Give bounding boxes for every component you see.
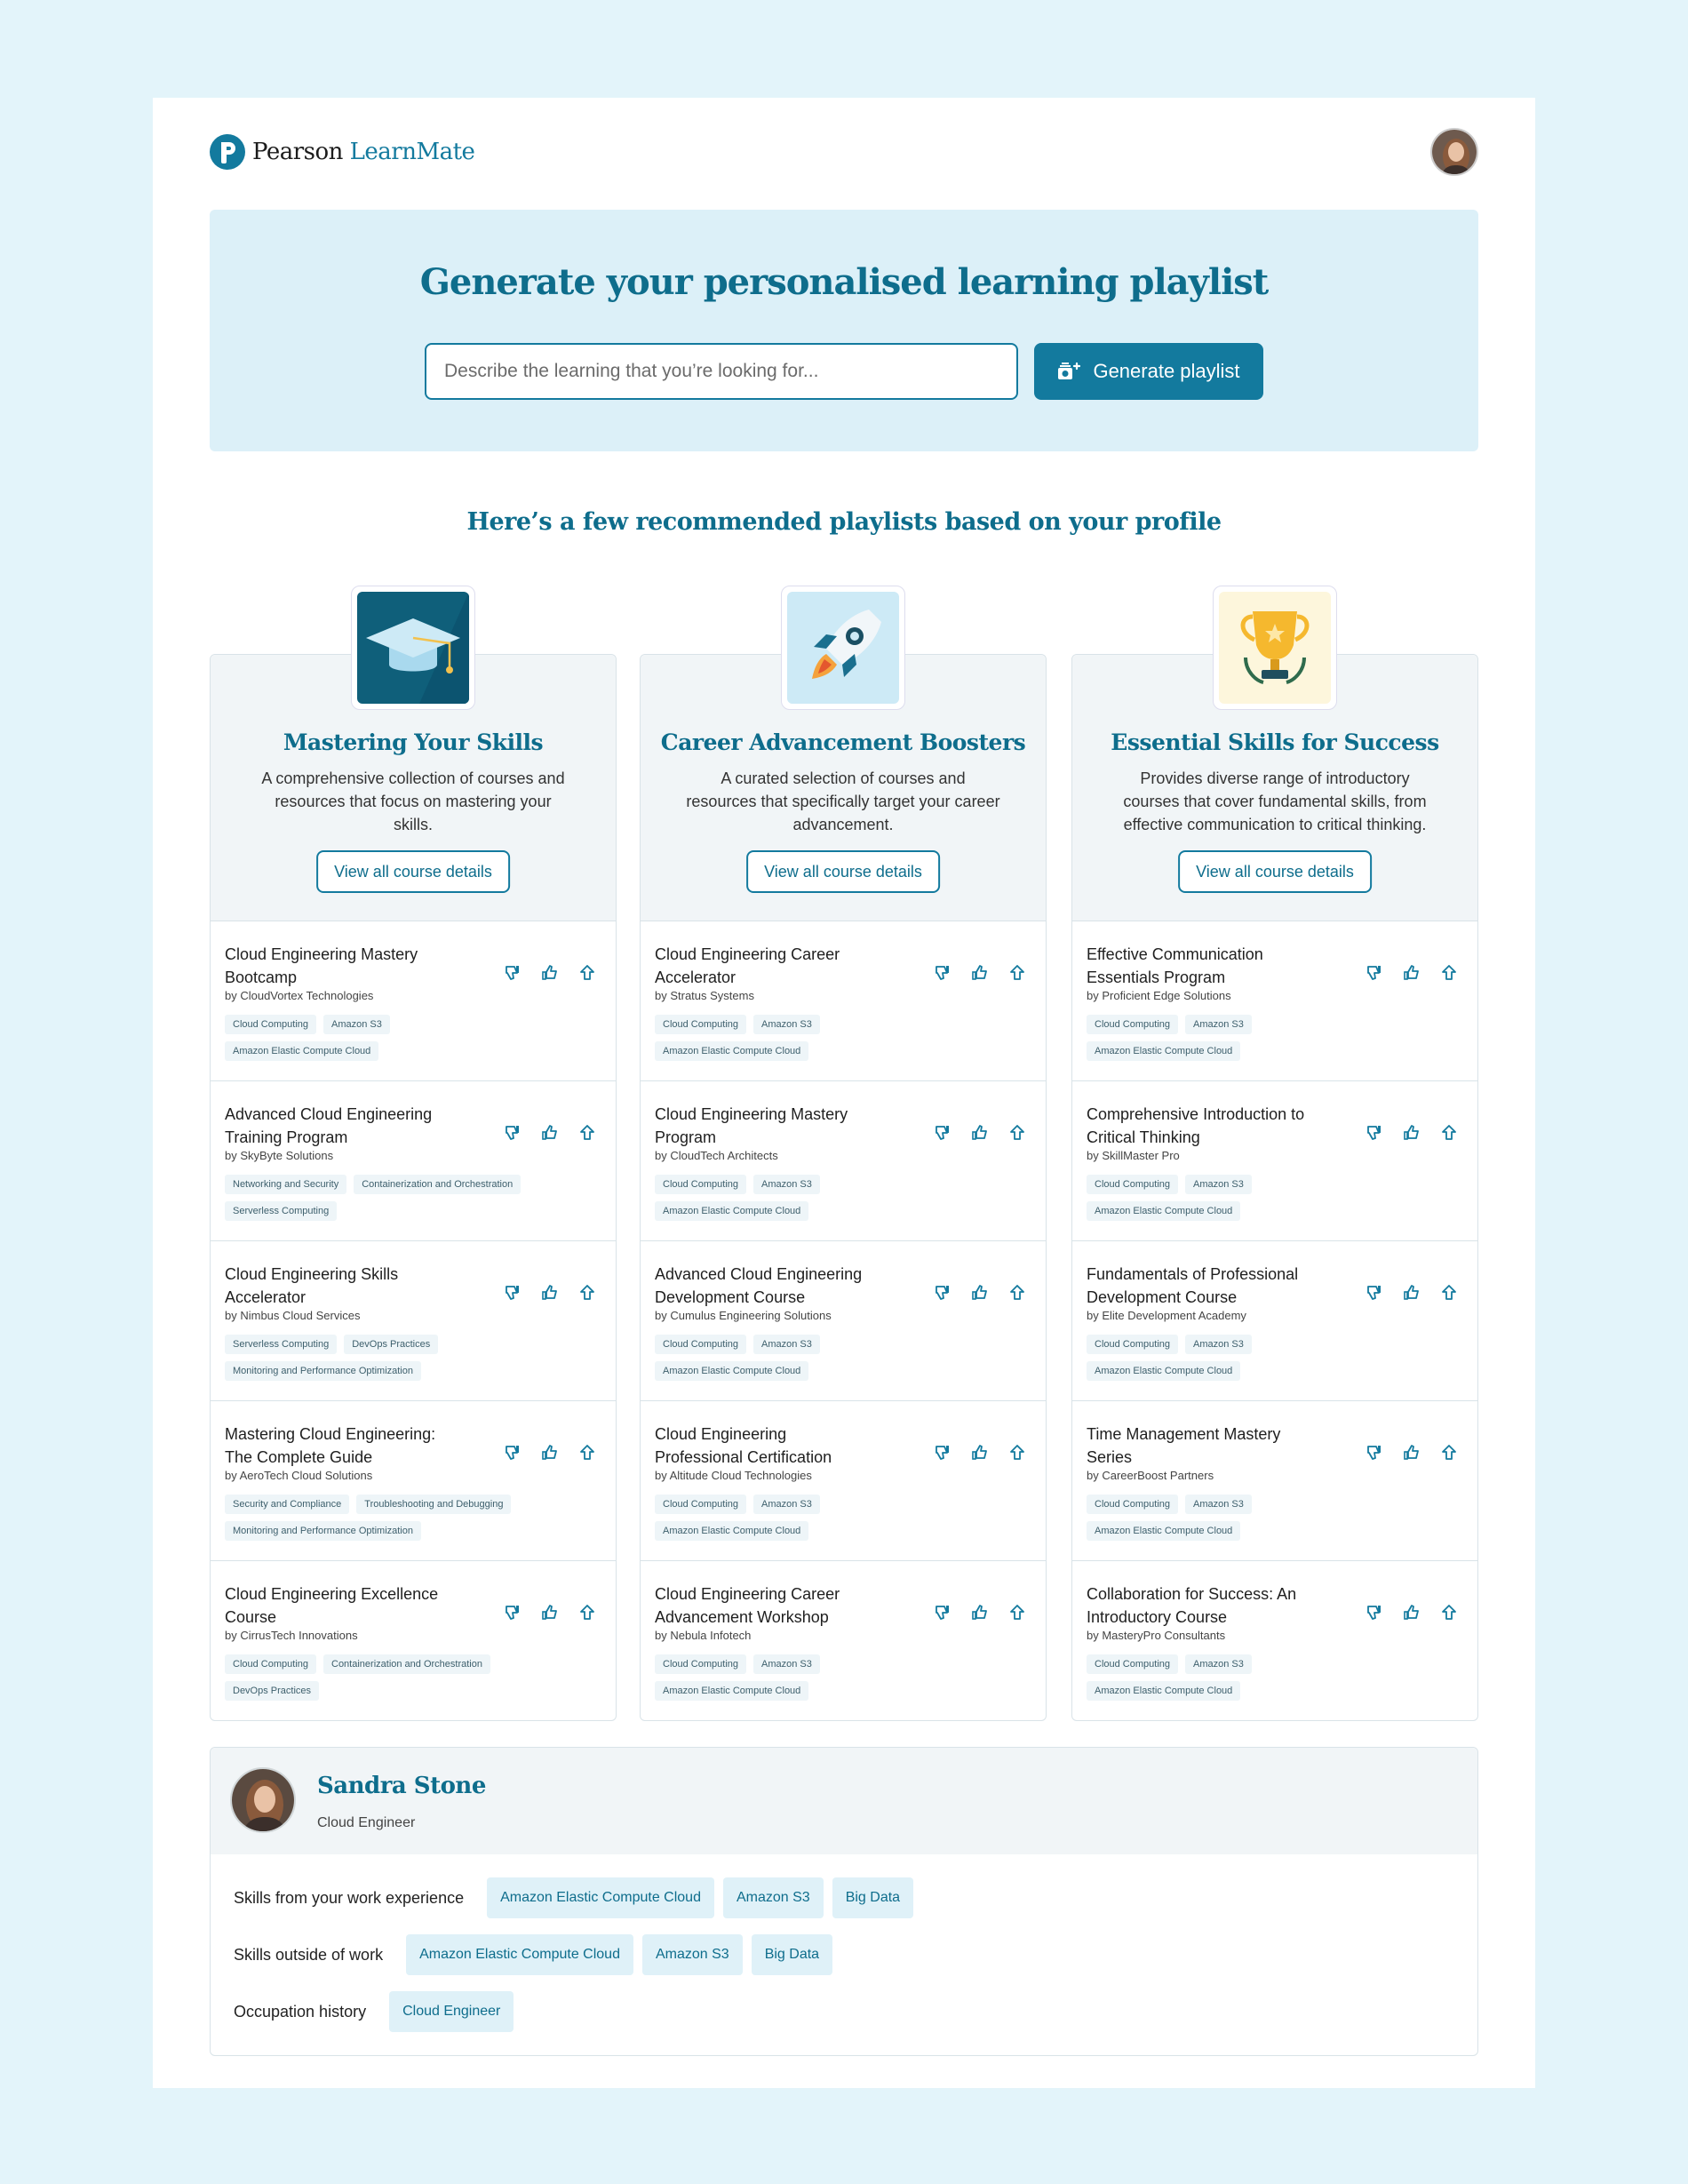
course-title[interactable]: Collaboration for Success: An Introductory Course [1087,1585,1297,1626]
skill-tag: Amazon Elastic Compute Cloud [1087,1361,1240,1381]
playlist-header [1072,655,1477,921]
skill-tag: Cloud Computing [1087,1015,1178,1034]
thumbs-down-icon [504,964,522,982]
share-button[interactable] [1008,1604,1026,1622]
course-item[interactable] [211,1401,616,1561]
dislike-button[interactable] [1366,1444,1383,1462]
recommended-title: Here’s a few recommended playlists based on your profile [466,508,1222,536]
thumbs-down-icon [1366,1444,1383,1462]
skill-tag: Amazon S3 [753,1015,820,1034]
course-tags [655,1335,975,1381]
work-skills-row [234,1877,913,1918]
skill-tag: Amazon S3 [1185,1335,1252,1354]
thumbs-up-icon [541,1284,559,1302]
skill-tag: Cloud Computing [655,1015,746,1034]
share-button[interactable] [1008,1444,1026,1462]
course-title[interactable]: Mastering Cloud Engineering: The Complete Guide [225,1425,436,1466]
playlist-thumbnail [351,586,475,710]
course-actions [934,964,1026,982]
playlist-description: A curated selection of courses and resources that specifically target your career advancement. [686,769,1000,833]
playlist-card [640,654,1047,1721]
trophy-icon [1219,592,1331,704]
course-title[interactable]: Cloud Engineering Excellence Course [225,1585,439,1626]
thumbs-up-icon [541,964,559,982]
skill-tag: Serverless Computing [225,1201,337,1221]
share-button[interactable] [578,1124,596,1142]
thumbs-up-icon [1403,964,1421,982]
course-tags [655,1654,975,1701]
skill-tag: Amazon S3 [753,1175,820,1194]
playlist-description: Provides diverse range of introductory courses that cover fundamental skills, from effective communication to critical thinking. [1123,769,1427,833]
course-item[interactable] [1072,921,1477,1081]
thumbs-up-icon [541,1444,559,1462]
logo-word-pearson: Pearson [252,139,343,165]
course-actions [504,1284,596,1302]
skill-tag: Amazon Elastic Compute Cloud [225,1041,378,1061]
course-item[interactable] [1072,1401,1477,1561]
like-button[interactable] [541,964,559,982]
skill-tag: Security and Compliance [225,1495,349,1514]
skill-tag: Cloud Computing [1087,1495,1178,1514]
course-provider: by Cumulus Engineering Solutions [655,1309,832,1322]
skill-tag: Cloud Computing [1087,1175,1178,1194]
thumbs-down-icon [1366,1604,1383,1622]
course-tags [655,1175,975,1221]
skill-tag: Amazon Elastic Compute Cloud [1087,1521,1240,1541]
like-button[interactable] [1403,1284,1421,1302]
course-provider: by Nimbus Cloud Services [225,1309,361,1322]
dislike-button[interactable] [504,1604,522,1622]
share-button[interactable] [578,964,596,982]
playlist-card [1071,654,1478,1721]
thumbs-down-icon [934,1444,951,1462]
share-button[interactable] [1008,964,1026,982]
course-title[interactable]: Cloud Engineering Mastery Program [655,1105,848,1146]
course-list [211,921,616,1720]
course-provider: by Nebula Infotech [655,1629,752,1642]
thumbs-down-icon [1366,1124,1383,1142]
dislike-button[interactable] [934,1444,951,1462]
thumbs-down-icon [504,1444,522,1462]
dislike-button[interactable] [934,964,951,982]
course-tags [1087,1495,1406,1541]
share-button[interactable] [1440,1124,1458,1142]
dislike-button[interactable] [1366,964,1383,982]
course-provider: by Stratus Systems [655,989,754,1002]
course-tags [1087,1335,1406,1381]
course-tags [225,1175,545,1221]
course-item[interactable] [641,1081,1046,1241]
course-item[interactable] [641,1241,1046,1401]
course-actions [1366,1284,1458,1302]
share-arrow-icon [1440,1124,1458,1142]
skill-tag: Amazon Elastic Compute Cloud [655,1521,808,1541]
course-tags [225,1015,545,1061]
course-actions [934,1444,1026,1462]
course-tags [225,1335,545,1381]
course-title[interactable]: Cloud Engineering Career Advancement Workshop [655,1585,840,1626]
thumbs-down-icon [934,1124,951,1142]
share-button[interactable] [1440,1284,1458,1302]
like-button[interactable] [541,1444,559,1462]
course-item[interactable] [641,921,1046,1081]
course-actions [1366,1444,1458,1462]
skill-tag: Serverless Computing [225,1335,337,1354]
user-avatar[interactable] [1430,128,1478,176]
course-item[interactable] [641,1561,1046,1720]
share-arrow-icon [578,1124,596,1142]
skill-chip[interactable]: Big Data [752,1934,832,1975]
skill-tag: Cloud Computing [1087,1654,1178,1674]
dislike-button[interactable] [1366,1284,1383,1302]
skill-tag: Amazon S3 [753,1654,820,1674]
course-title[interactable]: Cloud Engineering Mastery Bootcamp [225,945,418,986]
logo-word-learnmate: LearnMate [349,139,475,165]
course-actions [934,1284,1026,1302]
course-item[interactable] [1072,1561,1477,1720]
playlist-header [211,655,616,921]
skill-tag: Amazon Elastic Compute Cloud [1087,1201,1240,1221]
like-button[interactable] [971,1604,989,1622]
avatar-portrait-icon [1432,130,1478,176]
dislike-button[interactable] [1366,1604,1383,1622]
course-provider: by CareerBoost Partners [1087,1469,1214,1482]
course-provider: by MasteryPro Consultants [1087,1629,1226,1642]
profile-portrait-icon [232,1769,296,1833]
view-course-details-button[interactable]: View all course details [1178,850,1372,893]
pearson-logo-icon [210,134,245,170]
profile-card [210,1747,1478,2056]
course-actions [504,1604,596,1622]
skill-tag: Cloud Computing [655,1335,746,1354]
course-actions [1366,1604,1458,1622]
share-arrow-icon [1440,964,1458,982]
dislike-button[interactable] [934,1604,951,1622]
share-button[interactable] [1440,964,1458,982]
thumbs-up-icon [1403,1284,1421,1302]
course-provider: by SkyByte Solutions [225,1149,334,1162]
profile-name: Sandra Stone [317,1773,486,1799]
playlist-title: Career Advancement Boosters [660,729,1026,755]
skill-tag: Cloud Computing [655,1654,746,1674]
view-course-details-button[interactable]: View all course details [746,850,940,893]
course-actions [1366,1124,1458,1142]
dislike-button[interactable] [1366,1124,1383,1142]
outside-skills-label: Skills outside of work [234,1945,384,1964]
skill-chip[interactable]: Amazon S3 [723,1877,824,1918]
profile-avatar [230,1767,296,1833]
like-button[interactable] [541,1284,559,1302]
course-tags [655,1495,975,1541]
share-arrow-icon [1008,964,1026,982]
course-tags [1087,1654,1406,1701]
skill-tag: Cloud Computing [655,1175,746,1194]
work-skills-label: Skills from your work experience [234,1888,465,1907]
skill-tag: Amazon S3 [323,1015,390,1034]
course-title[interactable]: Cloud Engineering Skills Accelerator [225,1265,399,1306]
app-frame [153,98,1535,2088]
course-tags [655,1015,975,1061]
playlist-add-icon [1057,362,1080,381]
skill-chip[interactable]: Big Data [832,1877,913,1918]
course-provider: by AeroTech Cloud Solutions [225,1469,373,1482]
share-arrow-icon [578,1444,596,1462]
like-button[interactable] [1403,964,1421,982]
share-arrow-icon [1008,1124,1026,1142]
course-tags [225,1495,545,1541]
like-button[interactable] [1403,1444,1421,1462]
skill-tag: Amazon Elastic Compute Cloud [655,1041,808,1061]
like-button[interactable] [971,1124,989,1142]
skill-tag: Amazon S3 [1185,1654,1252,1674]
playlist-card [210,654,617,1721]
course-provider: by Elite Development Academy [1087,1309,1246,1322]
course-title[interactable]: Time Management Mastery Series [1087,1425,1281,1466]
course-item[interactable] [211,1561,616,1720]
playlist-thumbnail [781,586,905,710]
course-provider: by CloudVortex Technologies [225,989,374,1002]
skill-tag: Monitoring and Performance Optimization [225,1361,421,1381]
skill-tag: Monitoring and Performance Optimization [225,1521,421,1541]
skill-tag: Troubleshooting and Debugging [356,1495,511,1514]
share-button[interactable] [578,1444,596,1462]
share-arrow-icon [578,1284,596,1302]
like-button[interactable] [971,1284,989,1302]
like-button[interactable] [541,1604,559,1622]
share-arrow-icon [1440,1284,1458,1302]
profile-role: Cloud Engineer [317,1815,416,1830]
share-arrow-icon [578,1604,596,1622]
course-title[interactable]: Cloud Engineering Career Accelerator [655,945,840,986]
course-provider: by SkillMaster Pro [1087,1149,1180,1162]
generate-playlist-label: Generate playlist [1093,360,1240,382]
share-arrow-icon [1008,1444,1026,1462]
skill-tag: DevOps Practices [225,1681,319,1701]
course-tags [1087,1015,1406,1061]
generate-playlist-panel [210,210,1478,451]
course-item[interactable] [211,921,616,1081]
like-button[interactable] [1403,1124,1421,1142]
course-actions [504,964,596,982]
course-title[interactable]: Advanced Cloud Engineering Training Program [225,1105,433,1146]
skill-tag: Cloud Computing [225,1015,316,1034]
thumbs-up-icon [971,964,989,982]
course-list [1072,921,1477,1720]
thumbs-up-icon [971,1284,989,1302]
share-button[interactable] [1440,1604,1458,1622]
like-button[interactable] [541,1124,559,1142]
dislike-button[interactable] [934,1284,951,1302]
dislike-button[interactable] [934,1124,951,1142]
skill-tag: Containerization and Orchestration [323,1654,490,1674]
like-button[interactable] [971,1444,989,1462]
skill-tag: Amazon Elastic Compute Cloud [655,1201,808,1221]
occupation-label: Occupation history [234,2002,367,2021]
skill-tag: Amazon Elastic Compute Cloud [1087,1681,1240,1701]
skill-tag: Amazon S3 [753,1335,820,1354]
thumbs-up-icon [1403,1604,1421,1622]
share-arrow-icon [1440,1444,1458,1462]
share-button[interactable] [1008,1124,1026,1142]
thumbs-down-icon [934,1284,951,1302]
thumbs-up-icon [971,1604,989,1622]
thumbs-down-icon [934,1604,951,1622]
course-actions [934,1124,1026,1142]
share-arrow-icon [1008,1604,1026,1622]
share-button[interactable] [578,1284,596,1302]
skill-tag: Amazon S3 [1185,1495,1252,1514]
skill-chip[interactable]: Amazon S3 [642,1934,743,1975]
graduation-cap-icon [357,592,469,704]
course-actions [934,1604,1026,1622]
skill-tag: Amazon S3 [1185,1175,1252,1194]
course-item[interactable] [211,1081,616,1241]
course-title[interactable]: Fundamentals of Professional Development Course [1087,1265,1299,1306]
view-course-details-button[interactable]: View all course details [316,850,510,893]
share-arrow-icon [1440,1604,1458,1622]
dislike-button[interactable] [504,964,522,982]
occupation-row [234,1991,514,2032]
skill-chip[interactable]: Amazon Elastic Compute Cloud [406,1934,633,1975]
like-button[interactable] [971,964,989,982]
course-title[interactable]: Effective Communication Essentials Program [1087,945,1263,986]
skill-tag: Amazon S3 [753,1495,820,1514]
course-actions [504,1124,596,1142]
course-item[interactable] [641,1401,1046,1561]
course-title[interactable]: Advanced Cloud Engineering Development Course [655,1265,863,1306]
thumbs-up-icon [1403,1444,1421,1462]
share-button[interactable] [578,1604,596,1622]
thumbs-up-icon [971,1124,989,1142]
dislike-button[interactable] [504,1284,522,1302]
playlist-title: Essential Skills for Success [1111,729,1439,755]
playlist-title: Mastering Your Skills [283,729,544,755]
occupation-chip[interactable]: Cloud Engineer [389,1991,514,2032]
skill-tag: Amazon S3 [1185,1015,1252,1034]
skill-tag: Amazon Elastic Compute Cloud [1087,1041,1240,1061]
course-provider: by CirrusTech Innovations [225,1629,358,1642]
thumbs-up-icon [541,1604,559,1622]
playlist-thumbnail [1213,586,1337,710]
course-item[interactable] [211,1241,616,1401]
skill-tag: Networking and Security [225,1175,346,1194]
share-arrow-icon [578,964,596,982]
thumbs-down-icon [504,1124,522,1142]
course-tags [225,1654,545,1701]
thumbs-up-icon [1403,1124,1421,1142]
share-button[interactable] [1440,1444,1458,1462]
dislike-button[interactable] [504,1124,522,1142]
share-button[interactable] [1008,1284,1026,1302]
skill-tag: Containerization and Orchestration [354,1175,521,1194]
course-provider: by Proficient Edge Solutions [1087,989,1231,1002]
course-title[interactable]: Cloud Engineering Professional Certification [655,1425,832,1466]
course-item[interactable] [1072,1241,1477,1401]
skill-tag: Cloud Computing [225,1654,316,1674]
playlist-header [641,655,1046,921]
share-arrow-icon [1008,1284,1026,1302]
course-tags [1087,1175,1406,1221]
thumbs-up-icon [971,1444,989,1462]
course-actions [1366,964,1458,982]
outside-skills-row [234,1934,832,1975]
thumbs-down-icon [1366,964,1383,982]
skill-chip[interactable]: Amazon Elastic Compute Cloud [487,1877,714,1918]
course-actions [504,1444,596,1462]
dislike-button[interactable] [504,1444,522,1462]
skill-tag: Amazon Elastic Compute Cloud [655,1361,808,1381]
profile-header [211,1748,1477,1854]
course-provider: by CloudTech Architects [655,1149,778,1162]
thumbs-up-icon [541,1124,559,1142]
course-provider: by Altitude Cloud Technologies [655,1469,812,1482]
hero-title: Generate your personalised learning playlist [419,261,1269,303]
generate-playlist-button[interactable] [1034,343,1263,400]
course-title[interactable]: Comprehensive Introduction to Critical Thinking [1087,1105,1305,1146]
course-item[interactable] [1072,1081,1477,1241]
thumbs-down-icon [504,1604,522,1622]
skill-tag: Cloud Computing [1087,1335,1178,1354]
skill-tag: Cloud Computing [655,1495,746,1514]
playlist-description: A comprehensive collection of courses and resources that focus on mastering your skills. [261,769,565,833]
learning-description-input[interactable] [425,343,1018,400]
course-list [641,921,1046,1720]
thumbs-down-icon [504,1284,522,1302]
thumbs-down-icon [934,964,951,982]
skill-tag: Amazon Elastic Compute Cloud [655,1681,808,1701]
like-button[interactable] [1403,1604,1421,1622]
rocket-icon [787,592,899,704]
thumbs-down-icon [1366,1284,1383,1302]
skill-tag: DevOps Practices [344,1335,438,1354]
pearson-learnmate-logo[interactable] [210,132,474,172]
